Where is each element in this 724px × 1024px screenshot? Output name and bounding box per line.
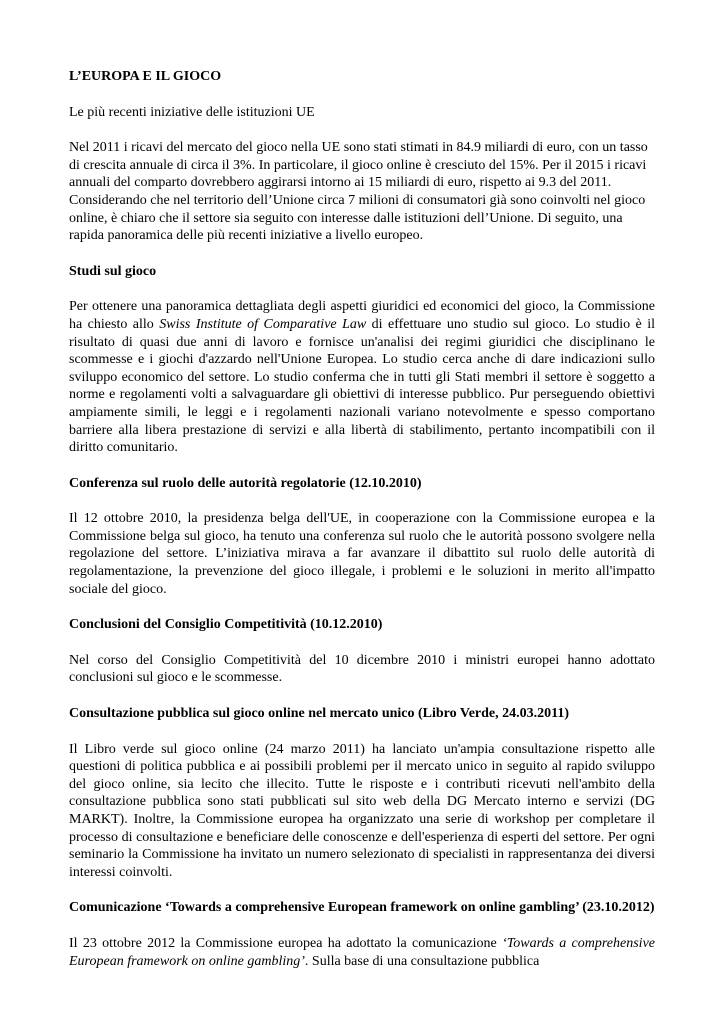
section-heading-comunicazione: Comunicazione ‘Towards a comprehensive European framework on online gambling’ (23.10.2012): [69, 900, 655, 916]
section-paragraph-conferenza: Il 12 ottobre 2010, la presidenza belga dell'UE, in cooperazione con la Commissione europea e la Commissione belga sul gioco, ha tenuto una conferenza sul ruolo che le autorità possono svolgere nella regolazione del settore. L’iniziativa mirava a far avanzare il dibattito sul ruolo delle autorità di regolamentazione, la prevenzione del gioco illegale, i problemi e le soluzioni in merito all'impatto sociale del gioco.: [69, 511, 655, 597]
section-heading-studi: Studi sul gioco: [69, 263, 157, 279]
intro-paragraph: Nel 2011 i ricavi del mercato del gioco nella UE sono stati stimati in 84.9 miliardi di euro, con un tasso di crescita annuale di circa il 3%. In particolare, il gioco online è cresciuto del 15%. Per il 2015 i ricavi annuali del comparto dovrebbero aggirarsi intorno ai 15 miliardi di euro, rispetto ai 9.3 del 2011. Considerando che nel territorio dell’Unione circa 7 milioni di consumatori già sono coinvolti nel gioco online, è chiaro che il settore sia seguito con interesse dalle istituzioni dell’Unione. Di seguito, una rapida panoramica delle più recenti iniziative a livello europeo.: [69, 140, 648, 244]
document-subtitle: Le più recenti iniziative delle istituzioni UE: [69, 104, 315, 120]
paragraph-text: di effettuare uno studio sul gioco. Lo studio è il risultato di quasi due anni di lavoro e fornisce un'analisi dei regimi giuridici che disciplinano le scommesse e i giochi d'azzardo nell'Unione Europea. Lo studio cerca anche di dare indicazioni sullo sviluppo economico del settore. Lo studio conferma che in tutti gli Stati membri il settore è soggetto a norme e regolamenti volti a salvaguardare gli obiettivi di interesse pubblico. Pur perseguendo obiettivi ampiamente simili, le leggi e i regolamenti nazionali variano notevolmente e spesso comportano barriere alla libera prestazione di servizi e alla libertà di stabilimento, pertanto incompatibili con il diritto comunitario.: [69, 316, 656, 456]
section-paragraph-studi: [69, 298, 655, 456]
section-heading-consultazione: Consultazione pubblica sul gioco online nel mercato unico (Libro Verde, 24.03.2011): [69, 706, 570, 722]
section-heading-conclusioni: Conclusioni del Consiglio Competitività (10.12.2010): [69, 617, 383, 633]
section-paragraph-consultazione: Il Libro verde sul gioco online (24 marzo 2011) ha lanciato un'ampia consultazione rispetto alle questioni di politica pubblica e ai possibili problemi per il mercato unico in seguito al rapido sviluppo del gioco online, sia lecito che illecito. Tutte le risposte e i contributi ricevuti nell'ambito della consultazione pubblica sono stati pubblicati sul sito web della DG Mercato interno e servizi (DG MARKT). Inoltre, la Commissione europea ha organizzato una serie di workshop per completare il processo di consultazione e beneficiare delle conoscenze e dell'esperienza di esperti del settore. Per ogni seminario la Commissione ha invitato un numero selezionato di specialisti in rappresentanza dei diversi interessi coinvolti.: [69, 741, 655, 880]
paragraph-text: . Sulla base di una consultazione pubblica: [304, 953, 540, 969]
document-title: L’EUROPA E IL GIOCO: [69, 69, 222, 84]
section-paragraph-comunicazione: [69, 935, 655, 970]
paragraph-italic-text: ‘Towards a comprehensive European framework on online gambling’: [69, 935, 656, 969]
section-heading-conferenza: Conferenza sul ruolo delle autorità regolatorie (12.10.2010): [69, 475, 422, 491]
paragraph-text: Per ottenere una panoramica dettagliata degli aspetti giuridici ed economici del gioco, la Commissione ha chiesto allo: [69, 299, 655, 332]
section-paragraph-conclusioni: Nel corso del Consiglio Competitività del 10 dicembre 2010 i ministri europei hanno adottato conclusioni sul gioco e le scommesse.: [69, 652, 655, 686]
paragraph-text: Il 23 ottobre 2012 la Commissione europea ha adottato la comunicazione: [69, 935, 503, 951]
paragraph-italic-text: Swiss Institute of Comparative Law: [159, 316, 367, 332]
